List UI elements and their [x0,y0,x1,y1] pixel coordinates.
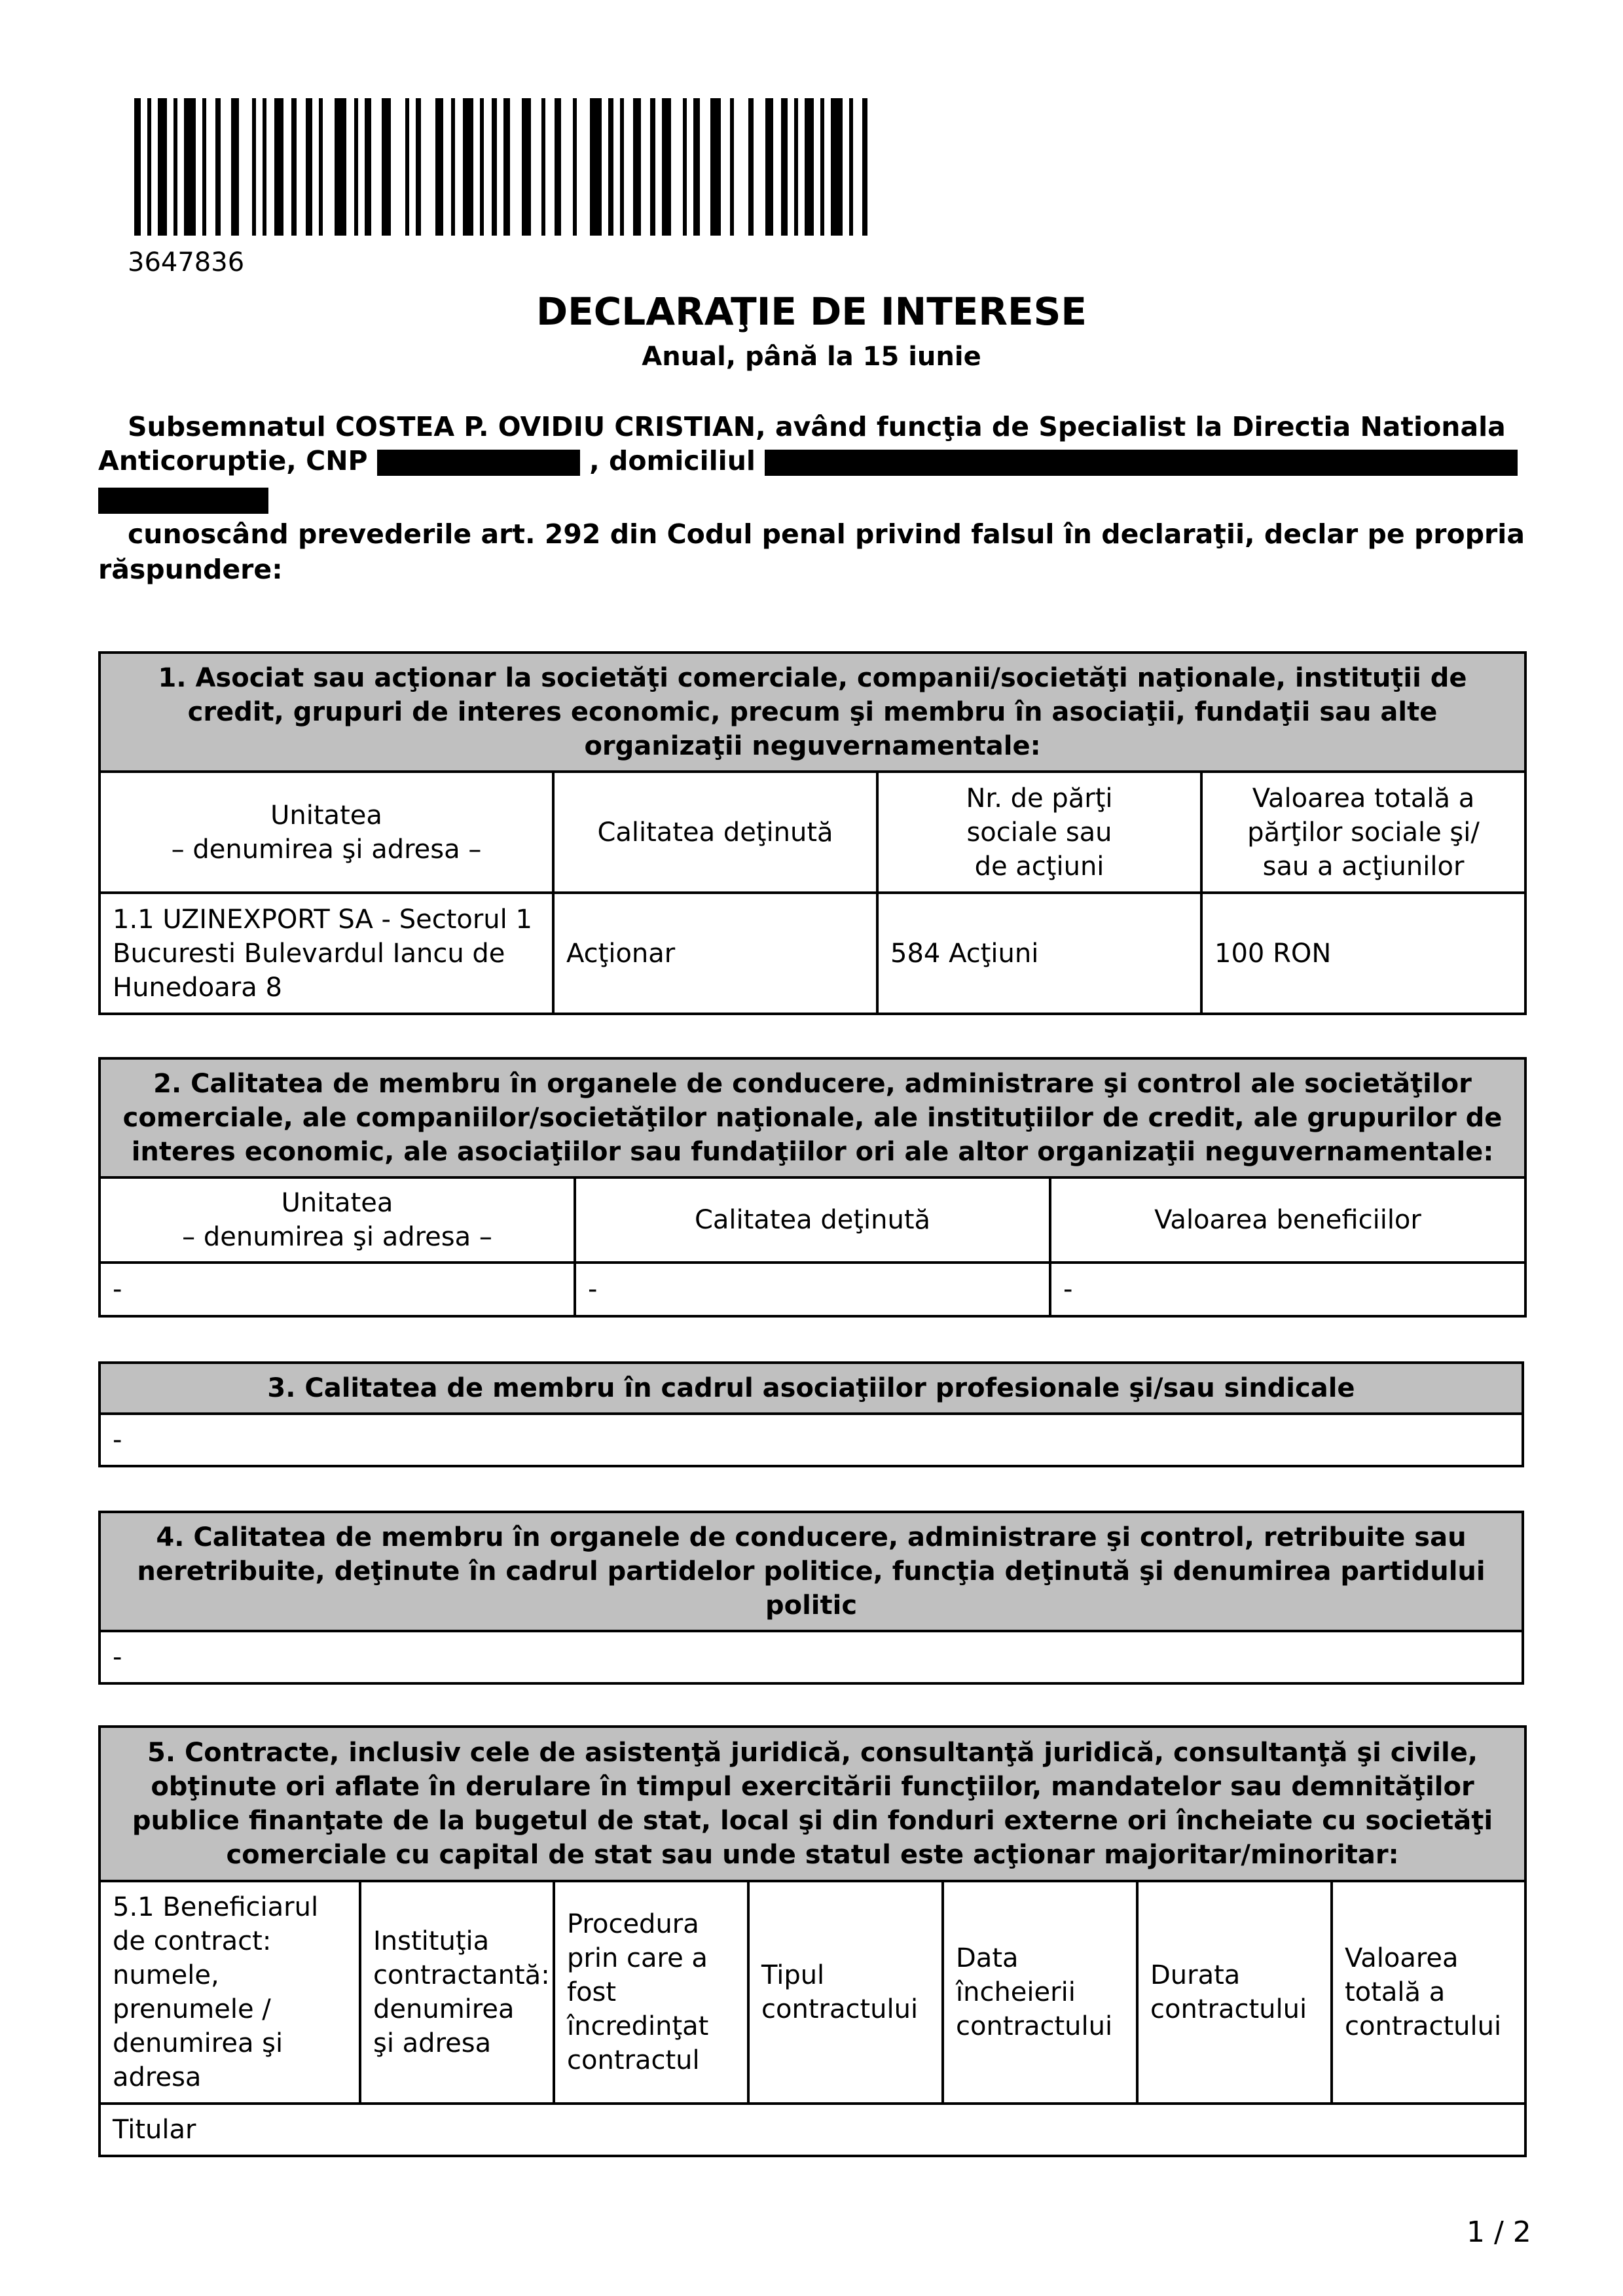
section-5-col-procedure: Procedura prin care a fost încredinţat contractul [554,1881,748,2104]
barcode-bar [730,98,734,236]
barcode-bar [480,98,484,236]
section-4-title: 4. Calitatea de membru în organele de conducere, administrare şi control, retribuite sau neretribuite, deţinute în cadrul partidelor politice, funcţia deţinută şi denumirea partidului politic [100,1512,1523,1631]
document-title: DECLARAŢIE DE INTERESE [536,289,1087,334]
section-1-col-shares: Nr. de părţi sociale sau de acţiuni [877,772,1201,893]
barcode-bar [781,98,788,236]
section-4-table [98,1511,1524,1685]
barcode-number: 3647836 [128,247,245,278]
barcode-bar [435,98,443,236]
barcode-bar [590,98,602,236]
section-1-col-unit: Unitatea – denumirea şi adresa – [100,772,553,893]
cnp-label: Anticoruptie, CNP [98,445,368,476]
barcode-bar [710,98,721,236]
barcode-bar [382,98,391,236]
barcode-bar [252,98,256,236]
barcode-bar [134,98,141,236]
intro-line-1: Subsemnatul COSTEA P. OVIDIU CRISTIAN, având funcţia de Specialist la Directia Nationala [128,411,1506,442]
intro-line-4: cunoscând prevederile art. 292 din Codul penal privind falsul în declaraţii, declar pe propria [128,518,1525,550]
table-row [100,893,1525,1014]
barcode-bar [805,98,814,236]
barcode-bar [335,98,346,236]
section-3-value: - [100,1414,1523,1466]
barcode-bar [608,98,613,236]
barcode-bar [365,98,371,236]
redacted-cnp [377,450,580,476]
section-5-row-titular: Titular [100,2104,1525,2156]
section-5-col-type: Tipul contractului [748,1881,943,2104]
barcode-bar [463,98,473,236]
address-label: , domiciliul [589,445,756,476]
barcode-bar [555,98,561,236]
section-1-row-1-shares: 584 Acţiuni [877,893,1201,1014]
section-5-title: 5. Contracte, inclusiv cele de asistenţă juridică, consultanţă juridică, consultanţă şi civile, obţinute ori aflate în derulare în timpul exercitării funcţiilor, mandatelor sau demnităţilor publice finanţate de la bugetul de stat, local şi din fonduri externe ori încheiate cu societăţi comerciale cu capital de stat sau unde statul este acţionar majoritar/minoritar: [100,1727,1525,1881]
section-2-row-1-role: - [575,1263,1050,1316]
barcode-bar [492,98,497,236]
barcode-bar [416,98,421,236]
section-1-col-role: Calitatea deţinută [553,772,877,893]
redacted-address [765,450,1518,476]
section-1-row-1-role: Acţionar [553,893,877,1014]
barcode-bar [405,98,409,236]
section-1-row-1-value: 100 RON [1201,893,1525,1014]
section-2-col-benefits: Valoarea beneficiilor [1050,1177,1525,1263]
barcode-bar [693,98,700,236]
section-2-row-1-unit: - [100,1263,575,1316]
section-3-title: 3. Calitatea de membru în cadrul asociaţiilor profesionale şi/sau sindicale [100,1363,1523,1414]
section-3-table [98,1361,1524,1467]
barcode-bar [633,98,641,236]
section-2-row-1-benefits: - [1050,1263,1525,1316]
section-1-title: 1. Asociat sau acţionar la societăţi comerciale, companii/societăţi naţionale, instituţii de credit, grupuri de interes economic, precum şi membru în asociaţii, fundaţii sau alte organizaţii neguvernamentale: [100,653,1525,772]
barcode-bar [158,98,167,236]
intro-line-5: răspundere: [98,554,283,585]
barcode-bar [573,98,577,236]
table-row [100,1263,1525,1316]
section-1-table [98,651,1527,1015]
section-1-row-1-unit: 1.1 UZINEXPORT SA - Sectorul 1 Bucuresti Bulevardul Iancu de Hunedoara 8 [100,893,553,1014]
barcode-bar [683,98,687,236]
section-5-table [98,1725,1527,2157]
barcode-bar [794,98,798,236]
barcode-bar [650,98,655,236]
section-5-col-value: Valoarea totală a contractului [1332,1881,1525,2104]
barcode [134,98,881,236]
barcode-bar [451,98,455,236]
barcode-bar [862,98,867,236]
section-2-title: 2. Calitatea de membru în organele de conducere, administrare şi control ale societăţilor comerciale, ale companiilor/societăţilor naţionale, ale instituţiilor de credit, ale grupurilor de interes economic, ale asociaţiilor sau fundaţiilor ori ale altor organizaţii neguvernamentale: [100,1058,1525,1177]
section-5-col-date: Data încheierii contractului [943,1881,1137,2104]
barcode-bar [215,98,221,236]
section-5-col-duration: Durata contractului [1137,1881,1332,2104]
page-number: 1 / 2 [1467,2215,1531,2249]
barcode-bar [263,98,266,236]
barcode-bar [820,98,824,236]
barcode-bar [274,98,283,236]
section-4-value: - [100,1631,1523,1683]
barcode-bar [765,98,773,236]
intro-line-2 [98,445,1518,476]
barcode-bar [173,98,177,236]
section-2-col-role: Calitatea deţinută [575,1177,1050,1263]
section-2-col-unit: Unitatea – denumirea şi adresa – [100,1177,575,1263]
barcode-bar [503,98,510,236]
barcode-bar [184,98,196,236]
barcode-bar [522,98,531,236]
section-1-col-value: Valoarea totală a părţilor sociale şi/ sau a acţiunilor [1201,772,1525,893]
section-2-table [98,1057,1527,1318]
barcode-bar [306,98,312,236]
barcode-bar [291,98,297,236]
barcode-bar [662,98,671,236]
barcode-bar [620,98,624,236]
barcode-bar [202,98,206,236]
barcode-bar [849,98,853,236]
section-5-col-beneficiary: 5.1 Beneficiarul de contract: numele, prenumele / denumirea şi adresa [100,1881,360,2104]
barcode-bar [231,98,239,236]
barcode-bar [319,98,323,236]
barcode-bar [541,98,545,236]
redacted-address-continued [98,488,268,514]
barcode-bar [748,98,754,236]
document-subtitle: Anual, până la 15 iunie [642,342,981,372]
barcode-bar [354,98,358,236]
section-5-col-institution: Instituţia contractantă: denumirea şi adresa [360,1881,554,2104]
barcode-bar [147,98,151,236]
barcode-bar [831,98,843,236]
